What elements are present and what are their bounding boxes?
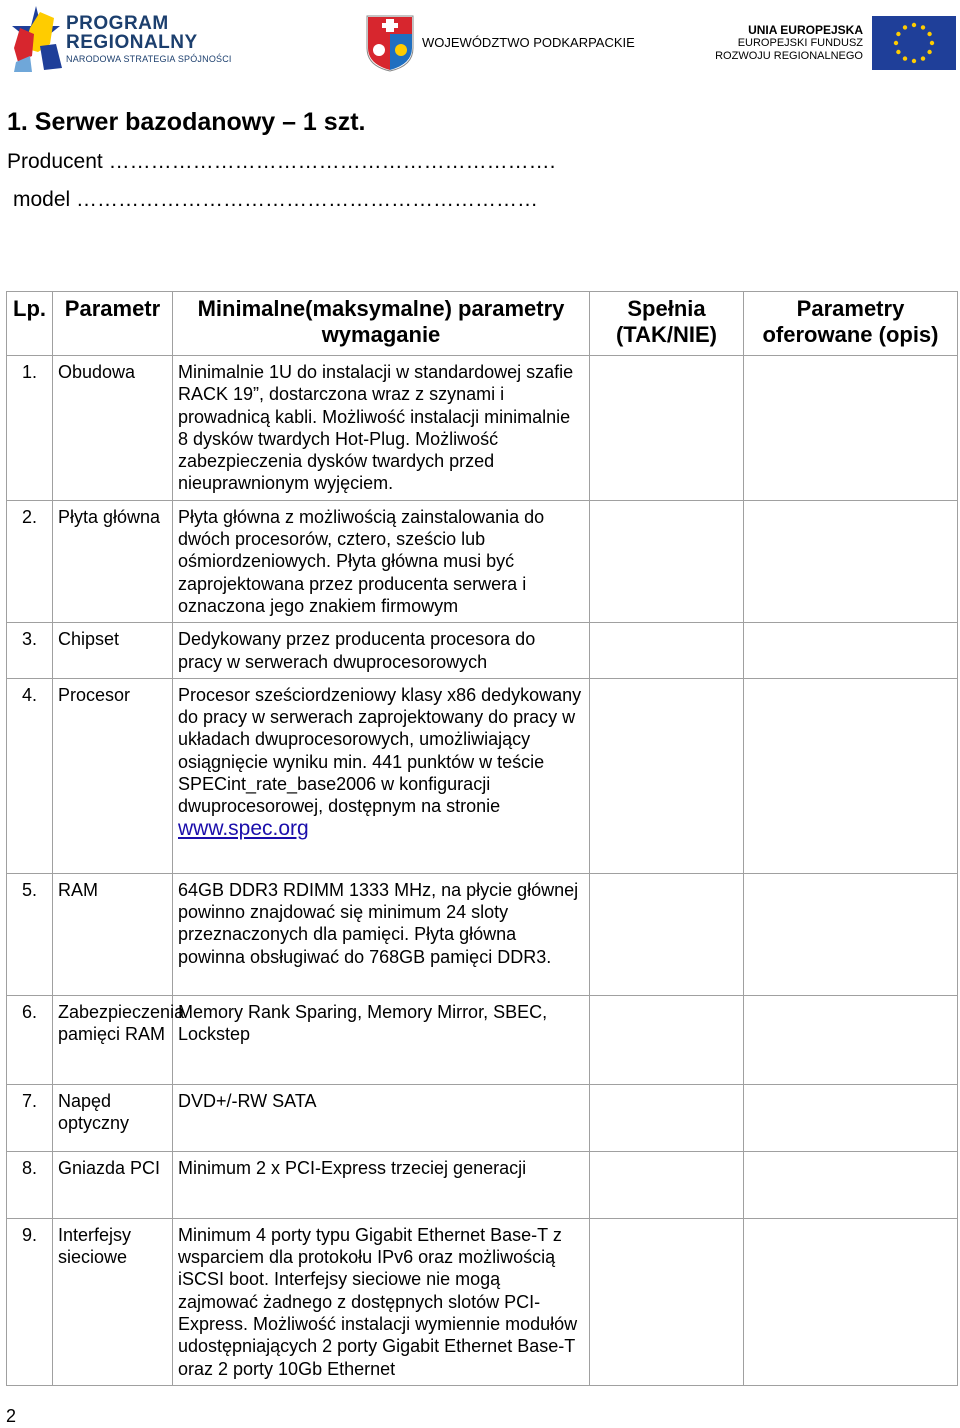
table-row [7,873,958,995]
table-row [7,356,958,501]
row-param: Płyta główna [53,500,173,622]
row-requirement [173,678,590,873]
row-requirement: Płyta główna z możliwością zainstalowania do dwóch procesorów, cztero, sześcio lub ośmiordzeniowych. Płyta główna musi być zaprojektowana przez producenta serwera i oznaczona jego znakiem firmowym [173,500,590,622]
program-line: PROGRAM [66,13,169,34]
row-requirement: Minimum 4 porty typu Gigabit Ethernet Base-T z wsparciem dla protokołu IPv6 oraz możliwością iSCSI boot. Interfejsy sieciowe nie mogą zajmować żadnego z dostępnych slotów PCI-Express. Możliwość instalacji wymiennie modułów udostępniających 2 porty Gigabit Ethernet Base-T oraz 2 porty 10Gb Ethernet [173,1218,590,1385]
spec-table [6,291,958,1386]
table-row [7,1151,958,1218]
row-lp: 5. [7,873,53,995]
row-param: RAM [53,873,173,995]
table-row [7,500,958,622]
row-param: Napęd optyczny [53,1084,173,1151]
offered-cell[interactable] [744,873,958,995]
table-row [7,623,958,679]
row-lp: 4. [7,678,53,873]
row-requirement: Minimum 2 x PCI-Express trzeciej generacji [173,1151,590,1218]
table-row [7,1084,958,1151]
complies-cell[interactable] [590,1151,744,1218]
complies-cell[interactable] [590,1218,744,1385]
complies-cell[interactable] [590,995,744,1084]
row-param: Chipset [53,623,173,679]
row-lp: 8. [7,1151,53,1218]
complies-cell[interactable] [590,873,744,995]
offered-cell[interactable] [744,356,958,501]
row-lp: 9. [7,1218,53,1385]
header-requirements: Minimalne(maksymalne) parametry wymaganie [173,292,590,356]
row-requirement: Minimalnie 1U do instalacji w standardowej szafie RACK 19”, dostarczona wraz z szynami i prowadnicą kabli. Możliwość instalacji minimalnie 8 dysków twardych Hot-Plug. Możliwość zabezpieczenia dysków twardych przed nieuprawnionym wyjęciem. [173,356,590,501]
row-lp: 6. [7,995,53,1084]
requirement-text: Procesor sześciordzeniowy klasy x86 dedykowany do pracy w serwerach zaprojektowany do pracy w układach dwuprocesorowych, umożliwiający osiągnięcie wyniku min. 441 punktów w teście SPECint_rate_base2006 w konfiguracji dwuprocesorowej, dostępnym na stronie [178,684,582,817]
complies-cell[interactable] [590,678,744,873]
row-param: Interfejsy sieciowe [53,1218,173,1385]
strategy-line: NARODOWA STRATEGIA SPÓJNOŚCI [66,54,232,64]
row-requirement: Memory Rank Sparing, Memory Mirror, SBEC, Lockstep [173,995,590,1084]
regionalny-line: REGIONALNY [66,32,198,53]
row-param: Obudowa [53,356,173,501]
page-header [0,0,960,80]
eu-line3: ROZWOJU REGIONALNEGO [715,50,863,62]
eu-flag-icon [872,16,956,70]
complies-cell[interactable] [590,1084,744,1151]
offered-cell[interactable] [744,995,958,1084]
page-number: 2 [6,1406,17,1426]
row-lp: 1. [7,356,53,501]
offered-cell[interactable] [744,1084,958,1151]
header-offered: Parametry oferowane (opis) [744,292,958,356]
voivodeship-name: WOJEWÓDZTWO PODKARPACKIE [422,35,635,50]
offered-cell[interactable] [744,623,958,679]
table-row [7,995,958,1084]
row-lp: 2. [7,500,53,622]
page-title: 1. Serwer bazodanowy – 1 szt. [7,108,366,136]
offered-cell[interactable] [744,500,958,622]
offered-cell[interactable] [744,1218,958,1385]
program-regionalny-text [66,14,232,64]
row-param: Procesor [53,678,173,873]
header-complies: Spełnia (TAK/NIE) [590,292,744,356]
row-param: Zabezpieczenia pamięci RAM [53,995,173,1084]
producer-line: Producent ………………………………………………………. [7,150,556,173]
offered-cell[interactable] [744,678,958,873]
row-lp: 3. [7,623,53,679]
table-header-row [7,292,958,356]
eu-text [700,24,863,63]
model-line: model ………………………………………………………… [13,188,539,211]
row-lp: 7. [7,1084,53,1151]
header-lp: Lp. [7,292,53,356]
row-requirement: DVD+/-RW SATA [173,1084,590,1151]
complies-cell[interactable] [590,500,744,622]
row-param: Gniazda PCI [53,1151,173,1218]
offered-cell[interactable] [744,1151,958,1218]
header-parametr: Parametr [53,292,173,356]
eu-line2: EUROPEJSKI FUNDUSZ [737,37,863,49]
table-row [7,678,958,873]
row-requirement: 64GB DDR3 RDIMM 1333 MHz, na płycie głównej powinno znajdować się minimum 24 sloty przeznaczonych dla pamięci. Płyta główna powinna obsługiwać do 768GB pamięci DDR3. [173,873,590,995]
podkarpackie-crest-icon [365,14,415,72]
spec-org-link[interactable]: www.spec.org [178,816,309,840]
table-row [7,1218,958,1385]
row-requirement: Dedykowany przez producenta procesora do pracy w serwerach dwuprocesorowych [173,623,590,679]
complies-cell[interactable] [590,356,744,501]
eu-line1: UNIA EUROPEJSKA [748,23,863,37]
complies-cell[interactable] [590,623,744,679]
